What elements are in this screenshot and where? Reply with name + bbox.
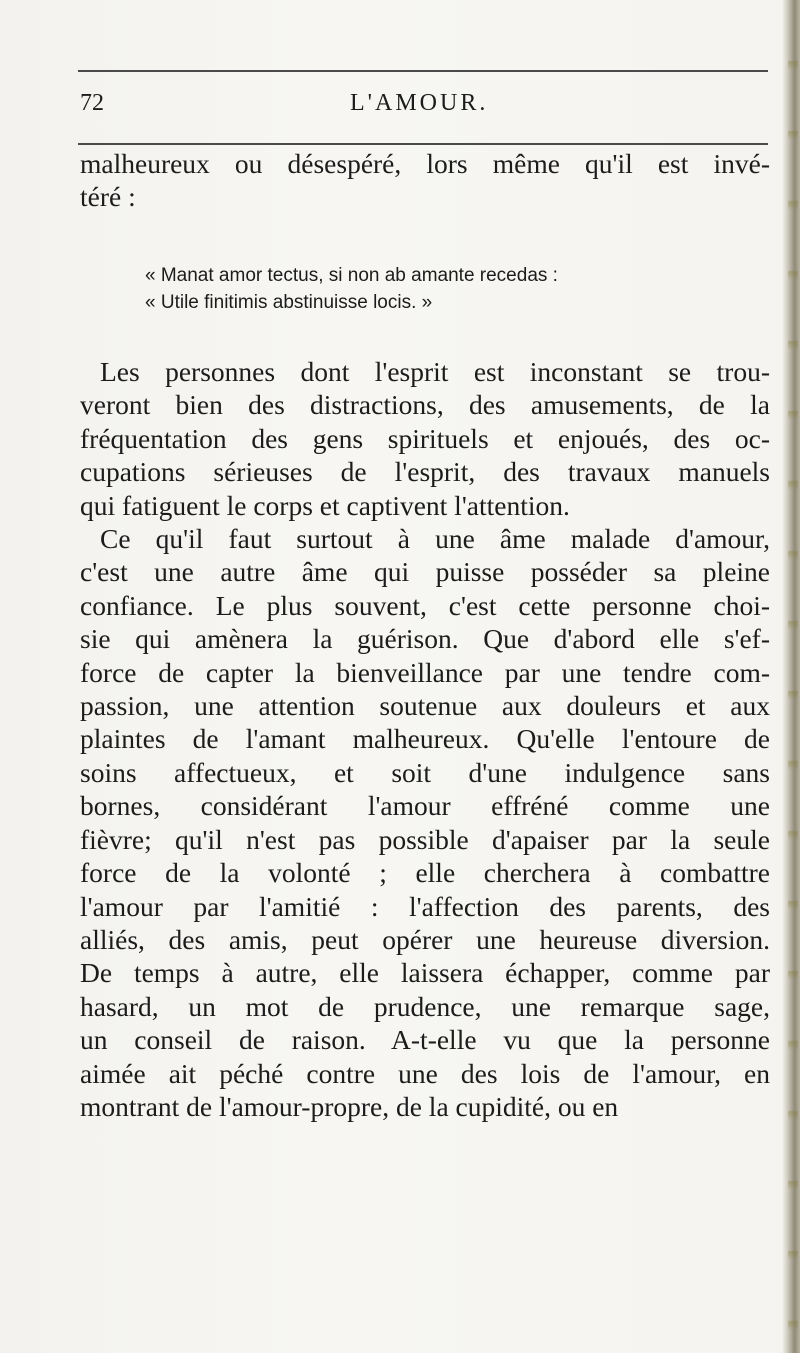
text-line: sie qui amènera la guérison. Que d'abord elle s'ef- <box>80 623 770 655</box>
text-line: qui fatiguent le corps et captivent l'attention. <box>80 489 570 521</box>
header-rule-top <box>78 70 768 72</box>
text-line: téré : <box>80 181 136 213</box>
text-line: plaintes de l'amant malheureux. Qu'elle l'entoure de <box>80 723 770 755</box>
text-line: aimée ait péché contre une des lois de l'amour, en <box>80 1057 770 1089</box>
text-line: cupations sérieuses de l'esprit, des travaux manuels <box>80 456 770 488</box>
text-line: veront bien des distractions, des amusements, de la <box>80 389 770 421</box>
text-line: De temps à autre, elle laissera échapper, comme par <box>80 957 770 989</box>
text-line: alliés, des amis, peut opérer une heureuse diversion. <box>80 923 770 955</box>
text-line: soins affectueux, et soit d'une indulgence sans <box>80 756 770 788</box>
text-line: malheureux ou désespéré, lors même qu'il est invé- <box>80 148 770 179</box>
page-number: 72 <box>80 90 104 116</box>
quote-line: « Utile finitimis abstinuisse locis. » <box>145 292 433 313</box>
quote-line: « Manat amor tectus, si non ab amante recedas : <box>145 265 558 286</box>
text-line: passion, une attention soutenue aux douleurs et aux <box>80 690 770 722</box>
text-line: un conseil de raison. A-t-elle vu que la personne <box>80 1024 770 1056</box>
running-head: L'AMOUR. <box>350 90 489 116</box>
opening-paragraph <box>80 147 770 214</box>
text-line: bornes, considérant l'amour effréné comme une <box>80 790 770 822</box>
text-line: montrant de l'amour-propre, de la cupidité, ou en <box>80 1090 619 1122</box>
text-line: force de capter la bienveillance par une tendre com- <box>80 656 770 688</box>
body-text <box>80 355 770 1123</box>
text-line: c'est une autre âme qui puisse posséder sa pleine <box>80 556 770 588</box>
page-edge-stains <box>788 0 798 1353</box>
latin-quotation <box>145 262 745 316</box>
text-line: Ce qu'il faut surtout à une âme malade d'amour, <box>100 523 770 555</box>
text-line: force de la volonté ; elle cherchera à combattre <box>80 857 770 889</box>
text-line: hasard, un mot de prudence, une remarque sage, <box>80 990 770 1022</box>
text-line: fréquentation des gens spirituels et enjoués, des oc- <box>80 422 770 454</box>
header-rule-bottom <box>78 143 768 145</box>
page-header <box>80 90 770 126</box>
text-line: Les personnes dont l'esprit est inconstant se trou- <box>100 356 770 387</box>
text-line: fièvre; qu'il n'est pas possible d'apaiser par la seule <box>80 823 770 855</box>
text-line: confiance. Le plus souvent, c'est cette personne choi- <box>80 589 770 621</box>
text-line: l'amour par l'amitié : l'affection des parents, des <box>80 890 770 922</box>
